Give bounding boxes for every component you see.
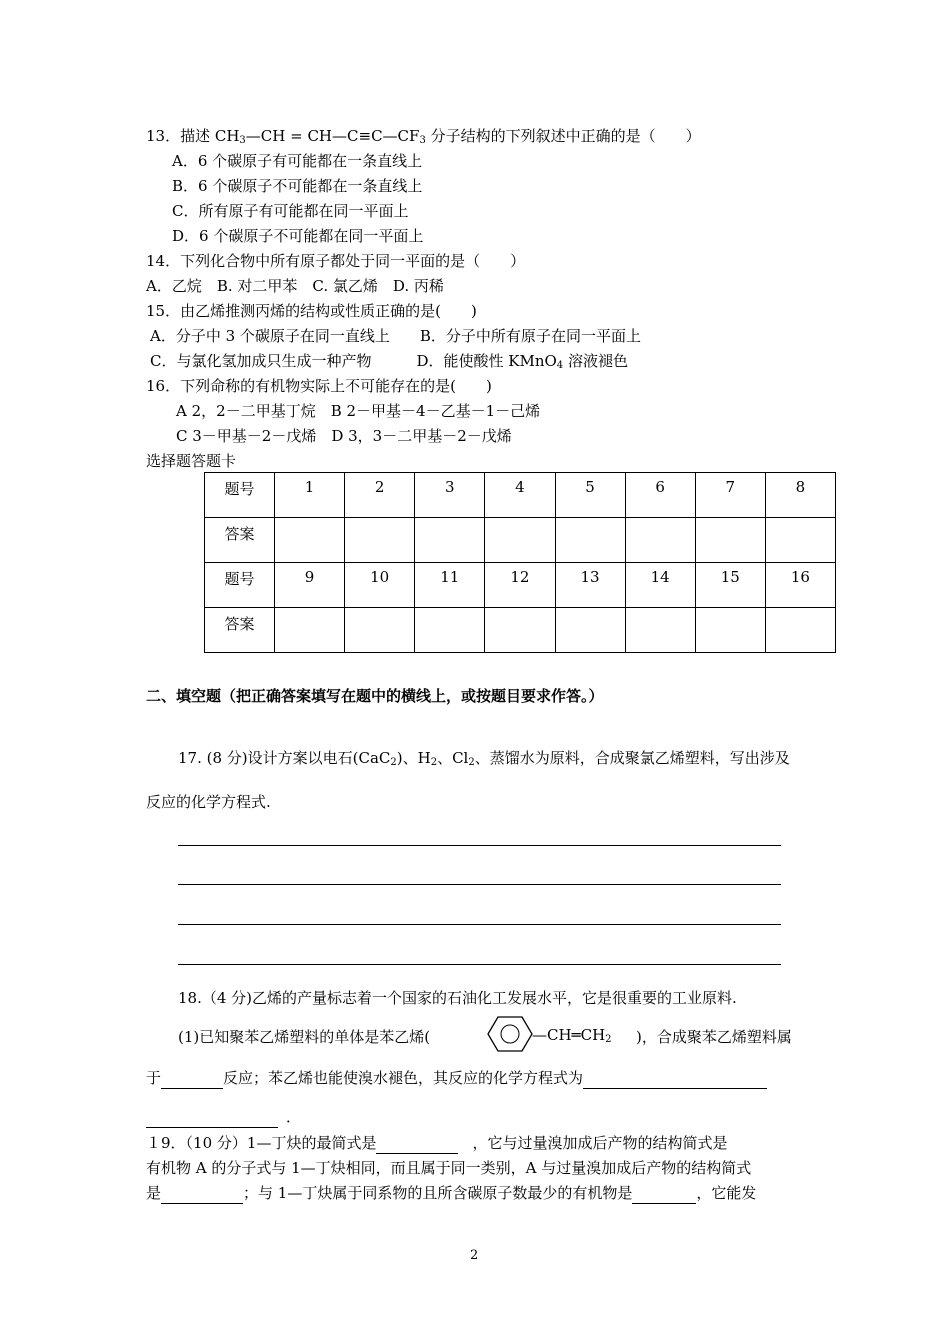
answer-cell[interactable] <box>485 518 555 563</box>
answer-card-number-row-2 <box>205 563 836 608</box>
answer-cell[interactable] <box>345 518 415 563</box>
q13-stem: 13．描述 $CH_3—CH$ = $CH—C\equiv C—CF_3$ 分子结构的下列叙述中正确的是（ ） <box>146 127 701 146</box>
q15-options-row2: C．与氯化氢加成只生成一种产物 D．能使酸性 KMnO$_4$ 溶液褪色 <box>150 352 628 371</box>
q19-blank-empirical-formula[interactable] <box>376 1133 458 1154</box>
question-number: 6 <box>625 473 695 518</box>
q15-stem: 15．由乙烯推测丙烯的结构或性质正确的是( ) <box>146 302 477 320</box>
q18-line2-text: (1)已知聚苯乙烯塑料的单体是苯乙烯( <box>178 1028 431 1046</box>
answer-label: 答案 <box>205 608 275 653</box>
q18-blank-equation-cont[interactable] <box>146 1107 278 1128</box>
question-number: 2 <box>345 473 415 518</box>
q18-blank-equation[interactable] <box>583 1068 767 1089</box>
question-number: 12 <box>485 563 555 608</box>
q19-line1: １9．（10 分）1—丁炔的最简式是 ，它与过量溴加成后产物的结构简式是 <box>146 1134 728 1152</box>
question-number: 10 <box>345 563 415 608</box>
answer-card-answer-row-2 <box>205 608 836 653</box>
question-number: 11 <box>415 563 485 608</box>
answer-cell[interactable] <box>485 608 555 653</box>
answer-cell[interactable] <box>555 518 625 563</box>
answer-card-answer-row-1 <box>205 518 836 563</box>
q18-line4: ． <box>146 1107 301 1128</box>
answer-card-number-row-1 <box>205 473 836 518</box>
q19-line3: 是 ；与 1—丁炔属于同系物的且所含碳原子数最少的有机物是 ，它能发 <box>146 1184 757 1202</box>
q16-options-row2: C 3－甲基－2－戊烯 D 3，3－二甲基－2－戊烯 <box>176 427 512 445</box>
q14-stem: 14．下列化合物中所有原子都处于同一平面的是（ ） <box>146 252 526 270</box>
answer-cell[interactable] <box>415 518 485 563</box>
q18-line2-post: )，合成聚苯乙烯塑料属 <box>636 1028 792 1046</box>
q17-answer-line-4[interactable] <box>178 964 781 965</box>
question-number: 14 <box>625 563 695 608</box>
q16-stem: 16．下列命称的有机物实际上不可能存在的是( ) <box>146 377 492 395</box>
q17-line2: 反应的化学方程式. <box>146 793 271 811</box>
q13-option-c: C．所有原子有可能都在同一平面上 <box>172 202 409 220</box>
answer-cell[interactable] <box>695 608 765 653</box>
q13-option-a: A．6 个碳原子有可能都在一条直线上 <box>172 152 423 170</box>
q19-blank-structure[interactable] <box>161 1183 243 1204</box>
question-number: 15 <box>695 563 765 608</box>
q16-options-row1: A 2，2－二甲基丁烷 B 2－甲基－4－乙基－1－己烯 <box>176 402 541 420</box>
answer-cell[interactable] <box>765 518 835 563</box>
question-number: 13 <box>555 563 625 608</box>
question-number: 3 <box>415 473 485 518</box>
q18-line1: 18.（4 分)乙烯的产量标志着一个国家的石油化工发展水平，它是很重要的工业原料. <box>178 989 737 1007</box>
q19-line2: 有机物 A 的分子式与 1—丁炔相同，而且属于同一类别，A 与过量溴加成后产物的结构简式 <box>146 1159 752 1177</box>
q17-answer-line-2[interactable] <box>178 884 781 885</box>
question-number: 16 <box>765 563 835 608</box>
answer-cell[interactable] <box>275 518 345 563</box>
q18-line3: 于 反应；苯乙烯也能使溴水褪色，其反应的化学方程式为 <box>146 1068 767 1089</box>
answer-card-title: 选择题答题卡 <box>146 452 237 470</box>
section2-heading: 二、填空题（把正确答案填写在题中的横线上，或按题目要求作答。） <box>146 687 604 705</box>
q17-line1: 17. (8 分)设计方案以电石(CaC$_2$)、$H_2$、$Cl_2$、蒸馏水为原料，合成聚氯乙烯塑料，写出涉及 <box>178 749 790 768</box>
q19-blank-homolog[interactable] <box>632 1183 696 1204</box>
question-number: 5 <box>555 473 625 518</box>
answer-cell[interactable] <box>275 608 345 653</box>
answer-cell[interactable] <box>415 608 485 653</box>
q14-options: A．乙烷 B. 对二甲苯 C. 氯乙烯 D. 丙稀 <box>146 277 444 295</box>
answer-cell[interactable] <box>695 518 765 563</box>
question-number: 4 <box>485 473 555 518</box>
q13-option-b: B．6 个碳原子不可能都在一条直线上 <box>172 177 423 195</box>
q15-options-row1: A．分子中 3 个碳原子在同一直线上 B．分子中所有原子在同一平面上 <box>150 327 641 345</box>
question-number: 7 <box>695 473 765 518</box>
q13-option-d: D．6 个碳原子不可能都在同一平面上 <box>172 227 424 245</box>
answer-label: 答案 <box>205 518 275 563</box>
question-number: 8 <box>765 473 835 518</box>
answer-card-table <box>204 472 836 653</box>
question-number: 9 <box>275 563 345 608</box>
answer-cell[interactable] <box>555 608 625 653</box>
answer-cell[interactable] <box>345 608 415 653</box>
styrene-vinyl-group: $—CH═CH_2$ <box>532 1026 612 1045</box>
q17-answer-line-3[interactable] <box>178 924 781 925</box>
answer-cell[interactable] <box>625 518 695 563</box>
q17-answer-line-1[interactable] <box>178 845 781 846</box>
question-number: 1 <box>275 473 345 518</box>
number-label: 题号 <box>205 563 275 608</box>
answer-cell[interactable] <box>765 608 835 653</box>
answer-cell[interactable] <box>625 608 695 653</box>
page-number: 2 <box>470 1248 479 1263</box>
number-label: 题号 <box>205 473 275 518</box>
q18-blank-reaction-type[interactable] <box>161 1068 223 1089</box>
